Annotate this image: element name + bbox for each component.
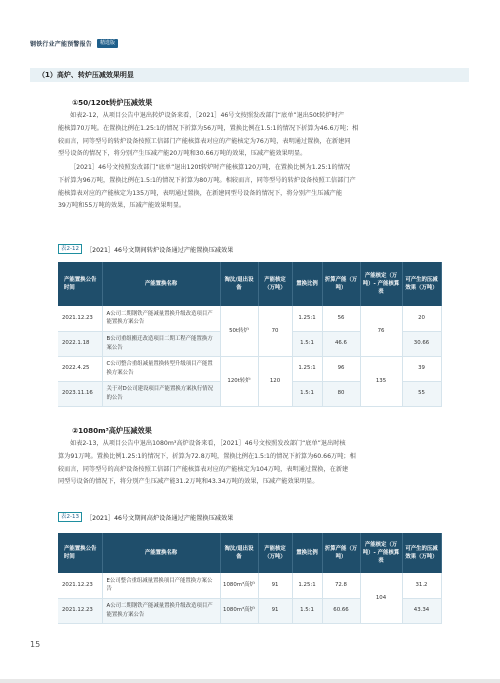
col-header-core-capacity: 产能核定（万吨）- 产能核算表 [360,262,402,306]
cell-name: E公司整合重组减量置换项目产能置换方案公告 [102,573,220,598]
cell-capacity: 70 [258,306,292,356]
table-number-tag: 表2-12 [58,244,82,254]
col-header-equipment: 淘汰/退出设备 [220,533,258,573]
blast-furnace-reduction-table [58,533,442,624]
col-header-capacity: 产能核定（万吨） [258,262,292,306]
text-line: 算为91万吨。置换比例1.25:1的情况下，折算为72.8万吨，置换比例在1.5:1的情况下折算为60.66万吨；相 [58,452,356,460]
cell-date: 2023.11.16 [58,381,102,406]
cell-converted: 72.8 [322,573,360,598]
cell-converted: 60.66 [322,598,360,623]
cell-ratio: 1.25:1 [292,573,322,598]
col-header-name: 产能置换名称 [102,533,220,573]
cell-core-capacity: 76 [360,306,402,356]
paragraph-converter-2 [58,162,468,213]
paragraph-blast-furnace [58,438,468,489]
table-caption-text: ［2021］46号文期间转炉设备通过产能置换压减效果 [85,246,234,254]
text-line: ［2021］46号文按照发改部门“底单”退出120t转炉时产能核算120万吨，在置换比例为1.25:1的情况 [70,164,351,171]
text-line: 如表2-13，从项目公告中退出1080m³高炉设备来看，［2021］46号文按照发改部门“底单”退出时核 [70,440,346,447]
running-header [30,36,118,50]
col-header-capacity: 产能核定（万吨） [258,533,292,573]
col-header-ratio: 置换比例 [292,533,322,573]
cell-name: A公司二期钢铁产能减量置换升级改造项目产能置换方案公告 [102,598,220,623]
col-header-date: 产能置换公告时间 [58,262,102,306]
cell-name: A公司二期钢铁产能减量置换升级改造项目产能置换方案公告 [102,306,220,331]
cell-ratio: 1.5:1 [292,331,322,356]
cell-core-capacity: 104 [360,573,402,623]
cell-converted: 56 [322,306,360,331]
cell-equipment: 50t转炉 [220,306,258,356]
text-line: 能核算表对应的产能核定为135万吨，表明通过置换，在新建同型号设备的情况下，将分别产生压减产能 [58,189,343,197]
table-row [58,306,441,331]
table-number-tag: 表2-13 [58,512,82,522]
cell-effect: 43.34 [402,598,441,623]
page-number: 15 [30,640,41,649]
cell-effect: 30.66 [402,331,441,356]
cell-equipment: 120t转炉 [220,356,258,406]
section-heading-bar [30,68,469,82]
text-line: 如表2-12，从项目公告中退出转炉设备来看，［2021］46号文按照发改部门“底单”退出50t转炉时产 [70,112,345,119]
text-line: 下折算为96万吨，置换比例在1.5:1的情况下折算为80万吨。相较而言，同等型号的转炉设备按照工信部门产 [58,176,356,184]
cell-capacity: 120 [258,356,292,406]
cell-converted: 80 [322,381,360,406]
cell-converted: 46.6 [322,331,360,356]
cell-effect: 31.2 [402,573,441,598]
cell-equipment: 1080m³高炉 [220,573,258,598]
cell-capacity: 91 [258,598,292,623]
cell-converted: 96 [322,356,360,381]
text-line: 同型号设备的情况下，将分别产生压减产能31.2万吨和43.34万吨的效果，压减产能效果明显。 [58,478,319,486]
table-header-row [58,262,441,306]
col-header-converted: 折算产能（万吨） [322,262,360,306]
col-header-effect: 可产生的压减效果（万吨） [402,262,441,306]
text-line: 较而言，同等型号的高炉设备按照工信部门产能核算表对应的产能核定为104万吨，表明通过置换，在新建 [58,465,349,473]
paragraph-converter-1 [58,110,468,161]
table-row [58,356,441,381]
table-row [58,573,441,598]
cell-effect: 20 [402,306,441,331]
cell-effect: 39 [402,356,441,381]
text-line: 型号设备的情况下，将分别产生压减产能20万吨和30.66万吨的效果，压减产能效果明显。 [58,150,307,158]
cell-date: 2021.12.23 [58,306,102,331]
cell-name: 关于对D公司建设项目产能置换方案执行情况的公告 [102,381,220,406]
cell-ratio: 1.5:1 [292,598,322,623]
cell-effect: 55 [402,381,441,406]
cell-ratio: 1.5:1 [292,381,322,406]
col-header-effect: 可产生的压减效果（万吨） [402,533,441,573]
table-caption-2-13 [58,512,233,522]
edition-badge: 精选版 [97,39,118,48]
cell-date: 2022.1.18 [58,331,102,356]
subsection-title-converter: ①50/120t转炉压减效果 [72,98,153,107]
col-header-core-capacity: 产能核定（万吨）- 产能核算表 [360,533,402,573]
table-caption-2-12 [58,244,233,254]
page-bottom-strip [0,679,500,683]
subsection-title-blast-furnace: ②1080m³高炉压减效果 [72,426,152,435]
text-line: 较而言，同等型号的转炉设备按照工信部门产能核算表对应的产能核定为76万吨，表明通过置换，在新建同 [58,137,351,145]
cell-core-capacity: 135 [360,356,402,406]
cell-date: 2022.4.25 [58,356,102,381]
cell-ratio: 1.25:1 [292,356,322,381]
section-heading: （1）高炉、转炉压减效果明显 [38,71,134,79]
cell-ratio: 1.25:1 [292,306,322,331]
text-line: 39万吨和55万吨的效果，压减产能效果明显。 [58,202,186,210]
col-header-converted: 折算产能（万吨） [322,533,360,573]
col-header-date: 产能置换公告时间 [58,533,102,573]
col-header-name: 产能置换名称 [102,262,220,306]
converter-reduction-table [58,262,442,407]
cell-capacity: 91 [258,573,292,598]
col-header-ratio: 置换比例 [292,262,322,306]
table-caption-text: ［2021］46号文期间高炉设备通过产能置换压减效果 [85,514,234,522]
cell-equipment: 1080m³高炉 [220,598,258,623]
text-line: 能核算70万吨。在置换比例在1.25:1的情况下折算为56万吨，置换比例在1.5:1的情况下折算为46.6万吨；相 [58,124,359,132]
table-header-row [58,533,441,573]
cell-name: B公司重组搬迁改造项目二期工程产能置换方案公告 [102,331,220,356]
cell-date: 2021.12.23 [58,573,102,598]
col-header-equipment: 淘汰/退出设备 [220,262,258,306]
cell-date: 2021.12.23 [58,598,102,623]
cell-name: C公司整合重组减量置换转型升级项目产能置换方案公告 [102,356,220,381]
report-title: 钢铁行业产能预警报告 [30,40,93,48]
